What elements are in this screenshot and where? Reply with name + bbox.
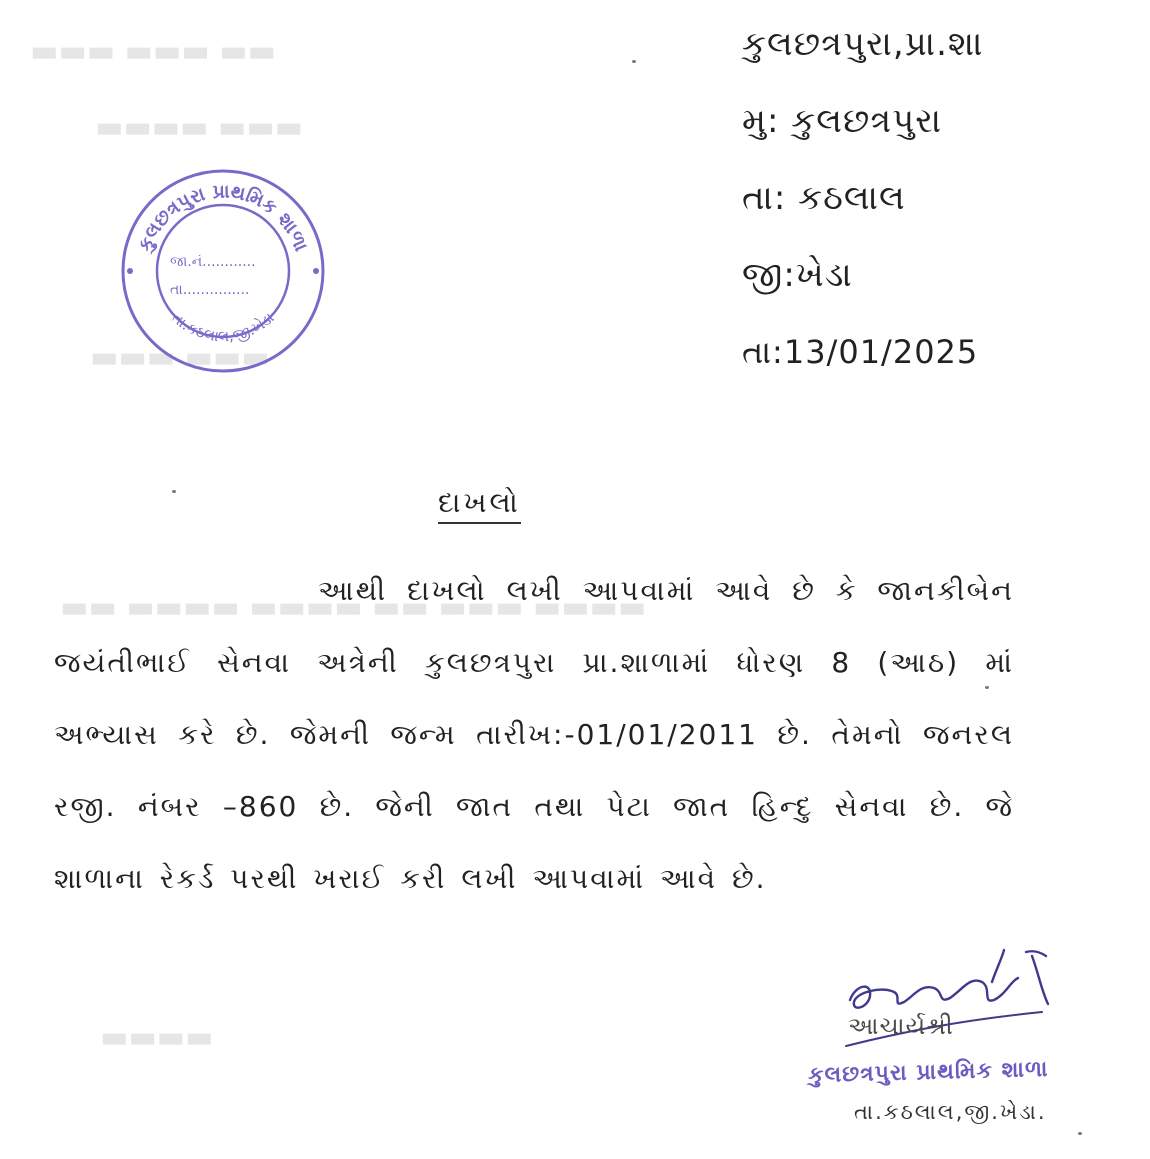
paper-speck: [1078, 1132, 1082, 1135]
taluka-line: તા: કઠલાલ: [742, 178, 906, 218]
school-stamp-line: કુલછત્રપુરા પ્રાથમિક શાળા: [807, 1056, 1049, 1089]
bleed-through-decoration: ▬▬▬▬: [100, 1020, 214, 1055]
seal-number-field: જા.નં............: [170, 254, 256, 270]
village-line: મુ: કુલછત્રપુરા: [742, 101, 943, 141]
certificate-title: દાખલો: [438, 486, 521, 524]
bleed-through-decoration: ▬▬▬▬ ▬▬▬ ▬▬ ▬▬▬▬ ▬▬▬▬ ▬▬: [60, 590, 647, 625]
paper-speck: [632, 60, 636, 63]
principal-title: આચાર્યશ્રી: [848, 1012, 954, 1040]
school-seal: [120, 168, 326, 374]
paper-speck: [172, 490, 176, 493]
body-line: અભ્યાસ કરે છે. જેમની જન્મ તારીખ:-01/01/2011 છે. તેમનો જનરલ: [54, 718, 1014, 751]
address-header: [742, 20, 1142, 405]
body-line: રજી. નંબર –860 છે. જેની જાત તથા પેટા જાત હિન્દુ સેનવા છે. જે: [54, 790, 1014, 823]
school-name: કુલછત્રપુરા,પ્રા.શા: [742, 24, 984, 64]
date-line: તા:13/01/2025: [742, 333, 979, 371]
district-line: જી:ખેડા: [742, 255, 853, 295]
bleed-through-decoration: ▬▬▬ ▬▬▬: [90, 340, 270, 375]
bleed-through-decoration: ▬▬▬ ▬▬▬▬: [95, 110, 303, 145]
body-line: જયંતીભાઈ સેનવા અત્રેની કુલછત્રપુરા પ્રા.શાળામાં ધોરણ 8 (આઠ) માં: [54, 646, 1014, 679]
certificate-body: [54, 567, 1014, 927]
body-line: આથી દાખલો લખી આપવામાં આવે છે કે જાનકીબેન: [318, 574, 1014, 607]
body-line: શાળાના રેકર્ડ પરથી ખરાઈ કરી લખી આપવામાં આવે છે.: [54, 862, 767, 895]
seal-date-field: તા...............: [170, 282, 250, 298]
bleed-through-decoration: ▬▬ ▬▬▬ ▬▬▬: [30, 34, 276, 69]
school-place-line: તા.કઠલાલ,જી.ખેડા.: [854, 1100, 1047, 1124]
seal-place: તા.કઠલાલ,જી.ખેડા: [168, 308, 278, 346]
seal-school-name: કુલછત્રપુરા પ્રાથમિક શાળા: [133, 180, 313, 255]
